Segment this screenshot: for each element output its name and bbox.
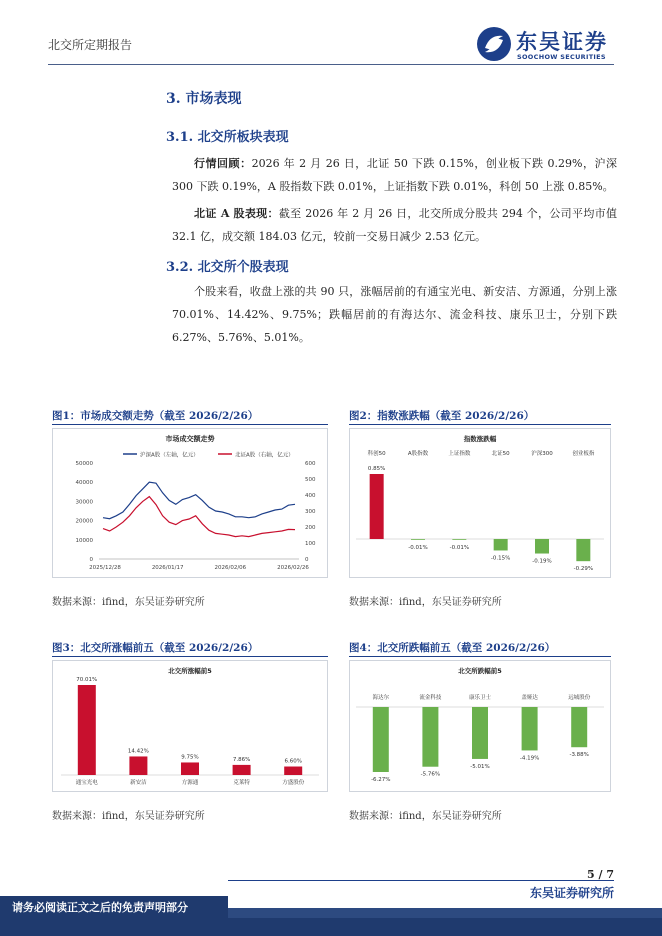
data-label: -4.19% [519,755,540,762]
footer-org: 东吴证券研究所 [529,886,614,900]
figure2-title: 图2：指数涨跌幅（截至 2026/2/26） [349,410,535,422]
figure3-rule [52,656,328,657]
page-number: 5 / 7 [587,868,614,881]
subsection-title-3-1: 3.1. 北交所板块表现 [166,130,289,145]
data-label: -0.29% [573,566,594,573]
header-divider [48,64,614,65]
data-label: 7.86% [232,756,251,763]
data-label: 14.42% [127,748,149,755]
figure2-source: 数据来源：ifind，东吴证券研究所 [349,597,502,608]
data-label: 0.85% [367,466,386,472]
legend-label: 沪深A股（左轴，亿元） [140,452,199,459]
bar [576,539,590,561]
legend-label: 北证A股（右轴，亿元） [235,452,294,459]
bar [78,685,96,775]
x-tick-label: 2026/02/06 [214,565,247,571]
y-left-tick-label: 50000 [75,461,93,467]
footer-disclaimer-band [0,896,228,918]
bar [522,707,538,750]
data-label: -0.01% [449,544,470,551]
y-right-tick-label: 500 [305,477,316,483]
data-label: -5.01% [470,763,490,770]
category-label: 海达尔 [372,695,390,701]
footer-disclaimer: 请务必阅读正文之后的免责声明部分 [12,901,188,914]
category-label: 沪深300 [531,451,553,457]
paragraph-text: 2026 年 2 月 26 日，北证 50 下跌 0.15%，创业板下跌 0.29%，沪深 300 下跌 0.19%，A 股指数下跌 0.01%，上证指数下跌 0.01%，科创 50 上涨 0.85%。 [172,157,618,193]
y-left-tick-label: 20000 [75,518,93,525]
brand-mark-icon [476,26,512,62]
figure4-rule [349,656,611,657]
category-label: 流金科技 [419,695,442,701]
figure2-rule [349,424,611,425]
figure1-rule [52,424,328,425]
figure4-title: 图4：北交所跌幅前五（截至 2026/2/26） [349,642,556,654]
bar [472,707,488,759]
bar [571,707,587,747]
brand-name-en: SOOCHOW SECURITIES [517,53,606,61]
category-label: 远城股份 [568,695,591,701]
figure3-title: 图3：北交所涨幅前五（截至 2026/2/26） [52,642,259,654]
x-tick-label: 2026/02/26 [277,565,309,571]
doc-type-label: 北交所定期报告 [48,38,133,52]
y-right-tick-label: 100 [305,541,316,547]
paragraph-market-review [172,152,617,198]
series-line-right [103,497,295,537]
bar [284,767,302,775]
paragraph-label: 行情回顾： [194,157,252,170]
bar-chart-svg [350,429,610,577]
x-tick-label: 2025/12/28 [89,565,121,571]
y-left-tick-label: 30000 [75,499,93,506]
line-chart-svg [53,429,327,577]
category-label: 通宝光电 [75,780,98,786]
bar [373,707,389,772]
y-left-tick-label: 40000 [75,480,93,487]
category-label: 克莱特 [233,780,250,786]
bar [233,765,251,775]
bar-chart-svg [53,661,327,791]
category-label: 方盛股份 [282,780,305,786]
brand-logo [476,26,626,64]
y-left-tick-label: 10000 [75,537,93,544]
data-label: -0.19% [532,558,552,565]
data-label: 70.01% [76,677,98,683]
section-title: 3. 市场表现 [166,91,242,107]
footer-divider [228,880,614,881]
paragraph-bse-performance [172,202,617,248]
data-label: -0.15% [490,555,511,562]
category-label: 新安洁 [130,780,147,786]
figure4-chart [349,660,611,792]
bar [181,762,199,775]
figure1-title: 图1：市场成交额走势（截至 2026/2/26） [52,410,259,422]
bar [411,539,425,540]
data-label: -0.01% [408,544,428,551]
chart-title: 指数涨跌幅 [463,435,497,443]
category-label: 盖娅达 [521,695,538,701]
x-tick-label: 2026/01/17 [151,565,184,571]
bar [370,474,384,539]
bar [535,539,549,554]
brand-name-cn: 东吴证券 [516,30,608,54]
y-right-tick-label: 400 [305,493,316,499]
paragraph-text: 截至 2026 年 2 月 26 日，北交所成分股共 294 个，公司平均市值 32.1 亿，成交额 184.03 亿元，较前一交易日减少 2.53 亿元。 [172,207,617,243]
subsection-title-3-2: 3.2. 北交所个股表现 [166,260,289,275]
figure2-chart [349,428,611,578]
data-label: 9.75% [181,754,199,761]
figure3-chart [52,660,328,792]
y-right-tick-label: 600 [305,461,316,467]
data-label: 6.60% [284,758,302,765]
figure1-chart [52,428,328,578]
footer-bar-inner [228,908,662,918]
chart-title: 北交所跌幅前5 [458,667,502,675]
bar [494,539,508,550]
figure3-source: 数据来源：ifind，东吴证券研究所 [52,811,205,822]
chart-title: 北交所涨幅前5 [168,667,212,675]
data-label: -5.76% [420,771,441,778]
bar-chart-svg [350,661,610,791]
category-label: 创业板指 [572,451,595,457]
bar [422,707,438,767]
figure1-source: 数据来源：ifind，东吴证券研究所 [52,597,205,608]
bar [452,539,466,540]
data-label: -6.27% [371,777,391,783]
figure4-source: 数据来源：ifind，东吴证券研究所 [349,811,502,822]
y-right-tick-label: 200 [305,525,316,531]
category-label: 科创50 [367,451,386,457]
y-right-tick-label: 300 [305,509,316,515]
category-label: 上证指数 [448,451,471,457]
paragraph-stock-performance: 个股来看，收盘上涨的共 90 只，涨幅居前的有通宝光电、新安洁、方源通，分别上涨 70.01%、14.42%、9.75%；跌幅居前的有海达尔、流金科技、康乐卫士，分别下跌 6.27%、5.76%、5.01%。 [172,285,617,344]
y-right-tick-label: 0 [305,557,309,563]
chart-title: 市场成交额走势 [165,435,215,443]
y-left-tick-label: 0 [89,557,93,563]
bar [129,756,147,775]
category-label: 康乐卫士 [468,695,492,701]
paragraph-label: 北证 A 股表现： [194,207,279,220]
category-label: 方源通 [181,780,199,786]
category-label: 北证50 [491,451,510,457]
category-label: A股指数 [407,451,429,457]
data-label: -3.88% [569,752,589,759]
